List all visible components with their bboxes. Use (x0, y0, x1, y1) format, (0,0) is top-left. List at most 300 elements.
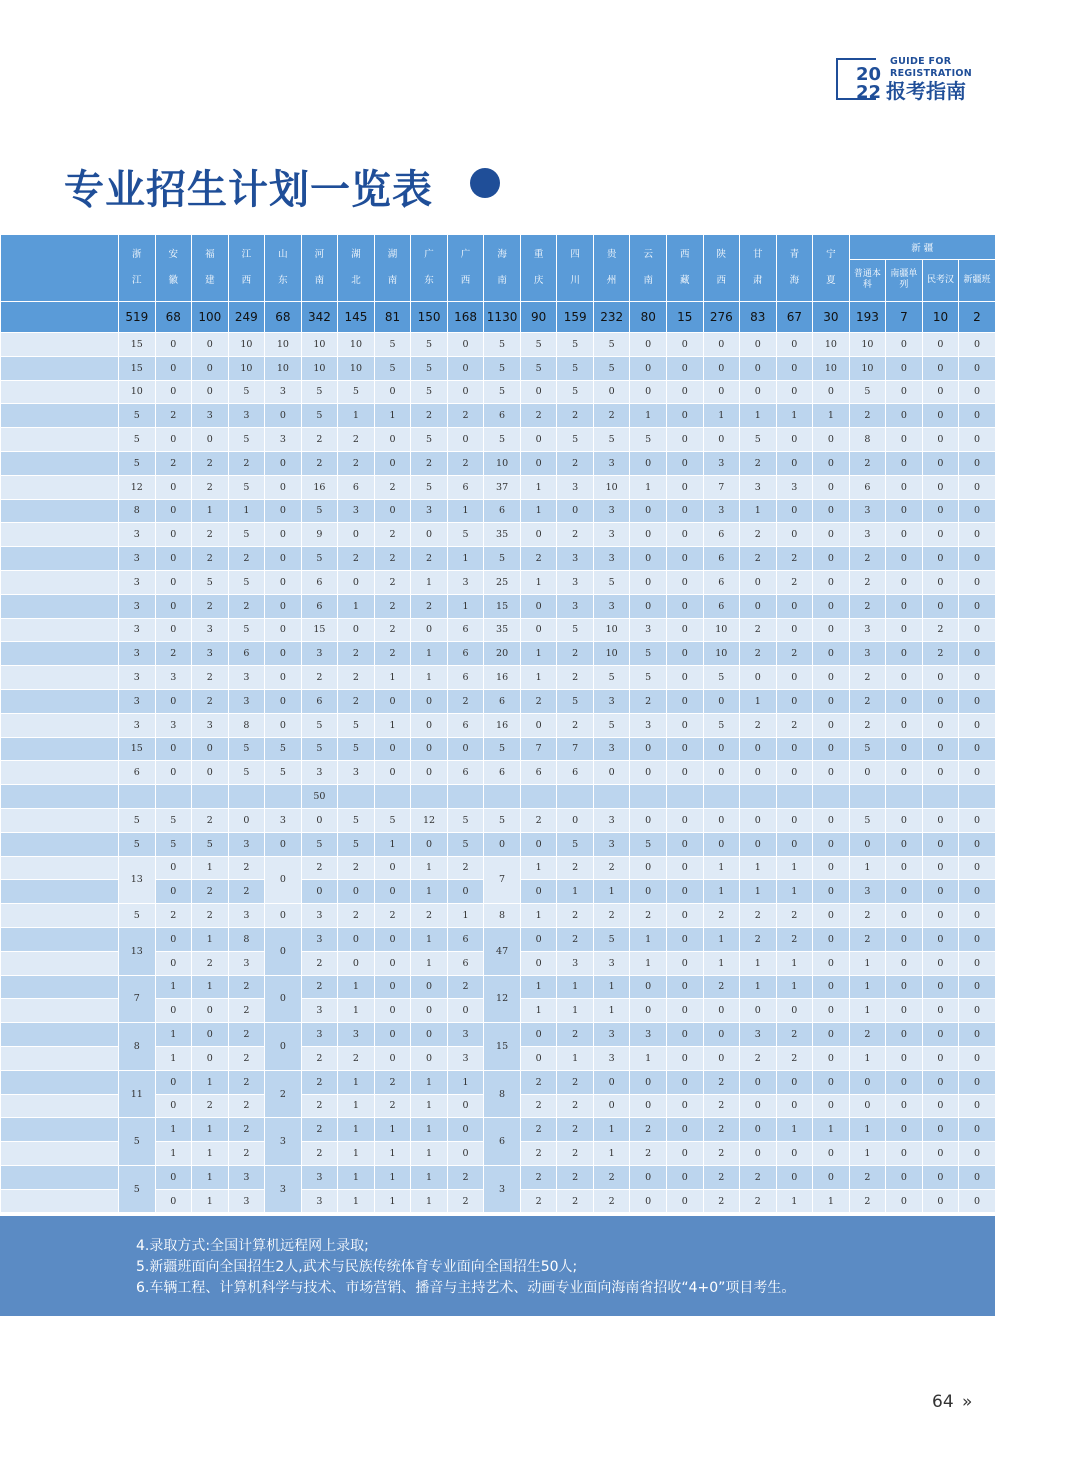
row-label (1, 761, 119, 785)
table-cell: 5 (557, 618, 594, 642)
merged-cell: 8 (119, 1023, 156, 1071)
table-cell: 2 (740, 927, 777, 951)
table-cell: 0 (630, 594, 667, 618)
table-cell: 2 (740, 713, 777, 737)
table-cell: 3 (849, 523, 886, 547)
table-cell: 0 (813, 570, 850, 594)
table-row (1, 761, 996, 785)
table-cell (119, 785, 156, 809)
table-cell: 3 (155, 666, 192, 690)
table-cell: 6 (447, 713, 484, 737)
table-cell: 0 (886, 1142, 923, 1166)
table-cell: 0 (447, 1094, 484, 1118)
brand-year-top: 20 (856, 64, 882, 85)
table-cell: 2 (776, 1023, 813, 1047)
table-cell: 2 (557, 1023, 594, 1047)
row-label (1, 618, 119, 642)
table-cell: 3 (228, 666, 265, 690)
table-cell: 0 (813, 880, 850, 904)
table-cell: 0 (776, 618, 813, 642)
table-cell: 2 (228, 547, 265, 571)
table-cell: 0 (155, 761, 192, 785)
table-cell: 0 (155, 523, 192, 547)
table-cell: 3 (228, 1165, 265, 1189)
table-cell: 0 (666, 904, 703, 928)
table-cell: 0 (192, 999, 229, 1023)
table-cell: 1 (703, 856, 740, 880)
row-label (1, 999, 119, 1023)
row-label (1, 302, 119, 333)
table-cell: 0 (959, 1142, 996, 1166)
table-cell: 5 (119, 832, 156, 856)
table-cell: 5 (520, 356, 557, 380)
table-cell: 2 (776, 1046, 813, 1070)
table-cell: 0 (666, 523, 703, 547)
table-cell: 0 (776, 832, 813, 856)
table-cell: 3 (557, 547, 594, 571)
table-cell: 1 (374, 1142, 411, 1166)
table-cell: 0 (666, 1023, 703, 1047)
table-cell: 10 (484, 451, 521, 475)
table-cell: 2 (849, 404, 886, 428)
table-cell: 0 (813, 951, 850, 975)
table-cell: 1 (557, 999, 594, 1023)
table-cell: 2 (155, 642, 192, 666)
table-cell: 0 (411, 761, 448, 785)
table-cell: 0 (301, 808, 338, 832)
table-cell: 2 (411, 404, 448, 428)
table-cell: 0 (813, 451, 850, 475)
table-cell: 5 (228, 618, 265, 642)
header-row (1, 235, 996, 260)
table-cell: 2 (338, 428, 375, 452)
table-cell: 2 (849, 1023, 886, 1047)
table-cell: 3 (119, 713, 156, 737)
table-cell: 1 (520, 975, 557, 999)
table-cell: 3 (849, 880, 886, 904)
table-cell: 15 (119, 737, 156, 761)
province-header: 河 南 (301, 235, 338, 302)
table-cell: 0 (703, 689, 740, 713)
table-cell: 2 (557, 1070, 594, 1094)
table-cell: 1 (849, 951, 886, 975)
table-cell: 2 (228, 1023, 265, 1047)
total-cell: 1130 (484, 302, 521, 333)
table-cell: 6 (228, 642, 265, 666)
table-cell: 0 (813, 642, 850, 666)
table-cell: 2 (301, 1070, 338, 1094)
xinjiang-sub-header: 民考汉 (922, 259, 959, 301)
table-cell: 5 (557, 689, 594, 713)
table-cell: 1 (630, 404, 667, 428)
table-cell: 1 (447, 499, 484, 523)
province-header: 海 南 (484, 235, 521, 302)
table-cell: 2 (557, 856, 594, 880)
table-cell: 0 (886, 1165, 923, 1189)
table-cell: 0 (155, 570, 192, 594)
table-cell: 0 (922, 927, 959, 951)
table-cell: 2 (849, 689, 886, 713)
table-cell: 0 (959, 689, 996, 713)
table-cell: 0 (630, 547, 667, 571)
note-line: 6.车辆工程、计算机科学与技术、市场营销、播音与主持艺术、动画专业面向海南省招收“4+0”项目考生。 (136, 1280, 796, 1296)
table-cell: 0 (922, 1142, 959, 1166)
table-cell: 0 (155, 1165, 192, 1189)
table-cell: 2 (520, 808, 557, 832)
table-cell: 2 (520, 1094, 557, 1118)
table-cell: 2 (192, 451, 229, 475)
table-cell: 8 (849, 428, 886, 452)
table-cell: 0 (849, 761, 886, 785)
table-cell: 16 (484, 713, 521, 737)
table-cell: 0 (374, 380, 411, 404)
province-header: 广 西 (447, 235, 484, 302)
table-cell (374, 785, 411, 809)
totals-row (1, 302, 996, 333)
table-cell: 5 (119, 428, 156, 452)
table-cell: 0 (411, 737, 448, 761)
table-cell: 0 (447, 737, 484, 761)
table-cell: 2 (703, 1142, 740, 1166)
table-cell: 2 (155, 404, 192, 428)
table-cell: 2 (703, 975, 740, 999)
table-cell: 0 (265, 570, 302, 594)
table-cell: 2 (228, 594, 265, 618)
table-cell: 0 (155, 380, 192, 404)
table-cell: 3 (192, 713, 229, 737)
table-cell: 2 (776, 713, 813, 737)
table-cell: 3 (119, 547, 156, 571)
table-cell: 0 (520, 713, 557, 737)
table-cell: 0 (265, 713, 302, 737)
table-cell: 0 (447, 999, 484, 1023)
table-cell: 2 (849, 570, 886, 594)
table-row (1, 451, 996, 475)
table-cell: 2 (301, 451, 338, 475)
table-cell: 5 (338, 380, 375, 404)
table-cell: 2 (703, 904, 740, 928)
table-cell: 0 (155, 475, 192, 499)
table-cell: 1 (776, 404, 813, 428)
table-cell: 2 (630, 904, 667, 928)
table-cell: 0 (703, 808, 740, 832)
table-cell: 1 (338, 1189, 375, 1213)
note-line: 5.新疆班面向全国招生2人,武术与民族传统体育专业面向全国招生50人; (136, 1259, 578, 1275)
table-cell: 0 (813, 808, 850, 832)
table-cell: 2 (374, 618, 411, 642)
table-cell: 2 (192, 951, 229, 975)
table-cell: 0 (666, 499, 703, 523)
table-cell: 0 (666, 1094, 703, 1118)
table-cell: 6 (703, 570, 740, 594)
table-cell: 2 (228, 999, 265, 1023)
table-cell: 0 (959, 761, 996, 785)
table-cell: 2 (703, 1189, 740, 1213)
table-cell: 0 (959, 618, 996, 642)
table-cell: 0 (776, 451, 813, 475)
table-cell (593, 785, 630, 809)
table-row (1, 689, 996, 713)
table-cell: 5 (447, 523, 484, 547)
row-label (1, 333, 119, 357)
table-cell: 0 (374, 451, 411, 475)
table-cell: 0 (411, 523, 448, 547)
table-cell: 3 (593, 951, 630, 975)
table-cell: 2 (228, 856, 265, 880)
row-label (1, 1142, 119, 1166)
table-cell: 0 (666, 333, 703, 357)
table-cell: 2 (374, 523, 411, 547)
table-cell: 0 (265, 475, 302, 499)
table-cell: 0 (593, 380, 630, 404)
table-cell: 7 (703, 475, 740, 499)
table-cell: 0 (959, 451, 996, 475)
table-cell: 2 (447, 1189, 484, 1213)
table-cell: 0 (666, 999, 703, 1023)
table-cell: 2 (740, 523, 777, 547)
table-cell: 1 (630, 475, 667, 499)
row-label (1, 356, 119, 380)
table-cell: 2 (411, 547, 448, 571)
total-cell: 100 (192, 302, 229, 333)
table-cell: 0 (520, 1046, 557, 1070)
table-cell: 10 (228, 333, 265, 357)
table-cell: 0 (849, 1094, 886, 1118)
table-cell: 3 (228, 904, 265, 928)
table-cell: 1 (411, 951, 448, 975)
table-cell: 5 (119, 904, 156, 928)
table-cell: 2 (338, 1046, 375, 1070)
table-cell: 1 (155, 1142, 192, 1166)
table-cell: 0 (922, 594, 959, 618)
province-header: 云 南 (630, 235, 667, 302)
table-cell: 2 (557, 1094, 594, 1118)
table-cell: 0 (630, 499, 667, 523)
table-cell: 0 (886, 999, 923, 1023)
table-cell: 1 (740, 951, 777, 975)
table-cell: 10 (703, 642, 740, 666)
table-cell: 16 (484, 666, 521, 690)
table-cell: 0 (813, 380, 850, 404)
table-cell: 0 (959, 523, 996, 547)
table-cell: 3 (119, 523, 156, 547)
table-cell: 2 (593, 1189, 630, 1213)
table-cell: 1 (593, 975, 630, 999)
table-cell (155, 785, 192, 809)
table-cell: 0 (155, 856, 192, 880)
table-cell: 2 (520, 689, 557, 713)
table-row (1, 1165, 996, 1189)
table-cell: 1 (849, 1118, 886, 1142)
total-cell: 168 (447, 302, 484, 333)
table-cell: 0 (959, 1118, 996, 1142)
table-cell: 0 (265, 451, 302, 475)
table-cell: 6 (447, 618, 484, 642)
table-cell: 1 (557, 880, 594, 904)
table-cell: 0 (959, 832, 996, 856)
table-cell: 0 (922, 1046, 959, 1070)
table-cell: 0 (192, 356, 229, 380)
table-cell: 2 (301, 1118, 338, 1142)
table-cell: 3 (593, 451, 630, 475)
table-cell: 0 (886, 904, 923, 928)
merged-cell: 5 (119, 1118, 156, 1166)
note-line: 4.录取方式:全国计算机远程网上录取; (136, 1238, 369, 1254)
table-cell: 1 (192, 499, 229, 523)
table-cell: 0 (155, 499, 192, 523)
table-cell: 0 (265, 832, 302, 856)
table-cell: 2 (849, 666, 886, 690)
table-cell: 0 (228, 808, 265, 832)
row-label (1, 428, 119, 452)
table-cell: 0 (374, 856, 411, 880)
table-cell: 0 (776, 1070, 813, 1094)
table-cell: 0 (155, 594, 192, 618)
table-cell: 0 (155, 618, 192, 642)
table-cell: 0 (411, 1023, 448, 1047)
table-cell: 0 (666, 428, 703, 452)
table-cell: 2 (593, 856, 630, 880)
total-cell: 7 (886, 302, 923, 333)
table-cell: 0 (630, 1189, 667, 1213)
table-cell: 1 (192, 927, 229, 951)
table-cell: 2 (557, 523, 594, 547)
table-cell: 0 (813, 499, 850, 523)
table-cell: 0 (959, 951, 996, 975)
table-cell: 0 (776, 428, 813, 452)
table-cell: 3 (338, 1023, 375, 1047)
table-cell: 0 (740, 737, 777, 761)
table-cell: 0 (411, 713, 448, 737)
table-cell: 1 (520, 570, 557, 594)
table-cell: 1 (374, 1189, 411, 1213)
table-cell: 1 (703, 880, 740, 904)
table-cell: 0 (630, 1165, 667, 1189)
table-cell: 5 (265, 761, 302, 785)
table-cell: 1 (338, 1118, 375, 1142)
table-cell: 2 (301, 1046, 338, 1070)
table-cell: 2 (192, 594, 229, 618)
table-cell: 3 (849, 499, 886, 523)
table-cell: 0 (630, 1094, 667, 1118)
table-cell: 0 (776, 761, 813, 785)
table-cell: 5 (557, 832, 594, 856)
title-dot-icon (470, 168, 500, 198)
table-cell: 0 (593, 1070, 630, 1094)
brand-cn: 报考指南 (886, 79, 966, 103)
table-cell: 0 (813, 428, 850, 452)
table-cell: 5 (374, 356, 411, 380)
table-cell: 2 (740, 1046, 777, 1070)
total-cell: 150 (411, 302, 448, 333)
table-cell: 0 (338, 951, 375, 975)
table-row (1, 832, 996, 856)
table-cell: 6 (484, 404, 521, 428)
row-label (1, 475, 119, 499)
table-cell: 2 (557, 451, 594, 475)
table-cell: 0 (740, 333, 777, 357)
national-cell: 50 (301, 785, 338, 809)
table-row (1, 547, 996, 571)
row-label (1, 523, 119, 547)
row-label (1, 594, 119, 618)
table-cell: 0 (374, 951, 411, 975)
table-row (1, 428, 996, 452)
total-cell: 68 (155, 302, 192, 333)
table-cell: 5 (593, 570, 630, 594)
table-cell: 0 (886, 547, 923, 571)
table-cell: 0 (959, 880, 996, 904)
table-cell: 0 (886, 1189, 923, 1213)
table-cell: 2 (593, 1165, 630, 1189)
table-cell: 0 (959, 428, 996, 452)
table-cell: 1 (740, 856, 777, 880)
table-cell: 0 (301, 880, 338, 904)
table-cell: 5 (411, 428, 448, 452)
table-cell: 0 (411, 1046, 448, 1070)
table-cell: 0 (922, 547, 959, 571)
table-cell: 2 (630, 1118, 667, 1142)
table-cell: 0 (192, 380, 229, 404)
table-cell: 0 (155, 951, 192, 975)
table-cell: 6 (484, 499, 521, 523)
table-cell: 0 (703, 761, 740, 785)
table-row (1, 927, 996, 951)
merged-cell: 12 (484, 975, 521, 1023)
table-cell: 0 (265, 499, 302, 523)
table-cell: 5 (228, 523, 265, 547)
total-cell: 81 (374, 302, 411, 333)
table-cell: 0 (520, 380, 557, 404)
table-cell: 2 (301, 666, 338, 690)
brand-en (890, 56, 972, 80)
table-cell: 2 (740, 618, 777, 642)
table-cell: 0 (155, 547, 192, 571)
province-header: 广 东 (411, 235, 448, 302)
province-header: 安 徽 (155, 235, 192, 302)
table-cell: 1 (703, 404, 740, 428)
table-cell: 0 (813, 713, 850, 737)
table-cell: 1 (411, 1094, 448, 1118)
table-cell: 3 (593, 832, 630, 856)
merged-cell: 2 (265, 1070, 302, 1118)
brand-en-line1: GUIDE FOR (890, 56, 952, 67)
table-cell: 2 (228, 1142, 265, 1166)
table-cell: 0 (813, 1094, 850, 1118)
table-cell: 2 (557, 642, 594, 666)
table-cell: 0 (520, 594, 557, 618)
table-cell: 2 (849, 904, 886, 928)
table-cell (192, 785, 229, 809)
table-cell: 37 (484, 475, 521, 499)
table-cell: 5 (228, 737, 265, 761)
merged-cell: 7 (484, 856, 521, 904)
table-cell: 0 (411, 689, 448, 713)
merged-cell: 13 (119, 927, 156, 975)
table-cell: 0 (666, 713, 703, 737)
table-cell: 3 (119, 666, 156, 690)
row-label (1, 451, 119, 475)
table-cell: 2 (374, 904, 411, 928)
table-cell: 1 (338, 1094, 375, 1118)
table-cell: 0 (776, 808, 813, 832)
table-row (1, 737, 996, 761)
table-cell (849, 785, 886, 809)
table-cell: 10 (703, 618, 740, 642)
table-cell: 0 (447, 333, 484, 357)
table-cell: 0 (447, 1142, 484, 1166)
table-cell: 2 (557, 1118, 594, 1142)
